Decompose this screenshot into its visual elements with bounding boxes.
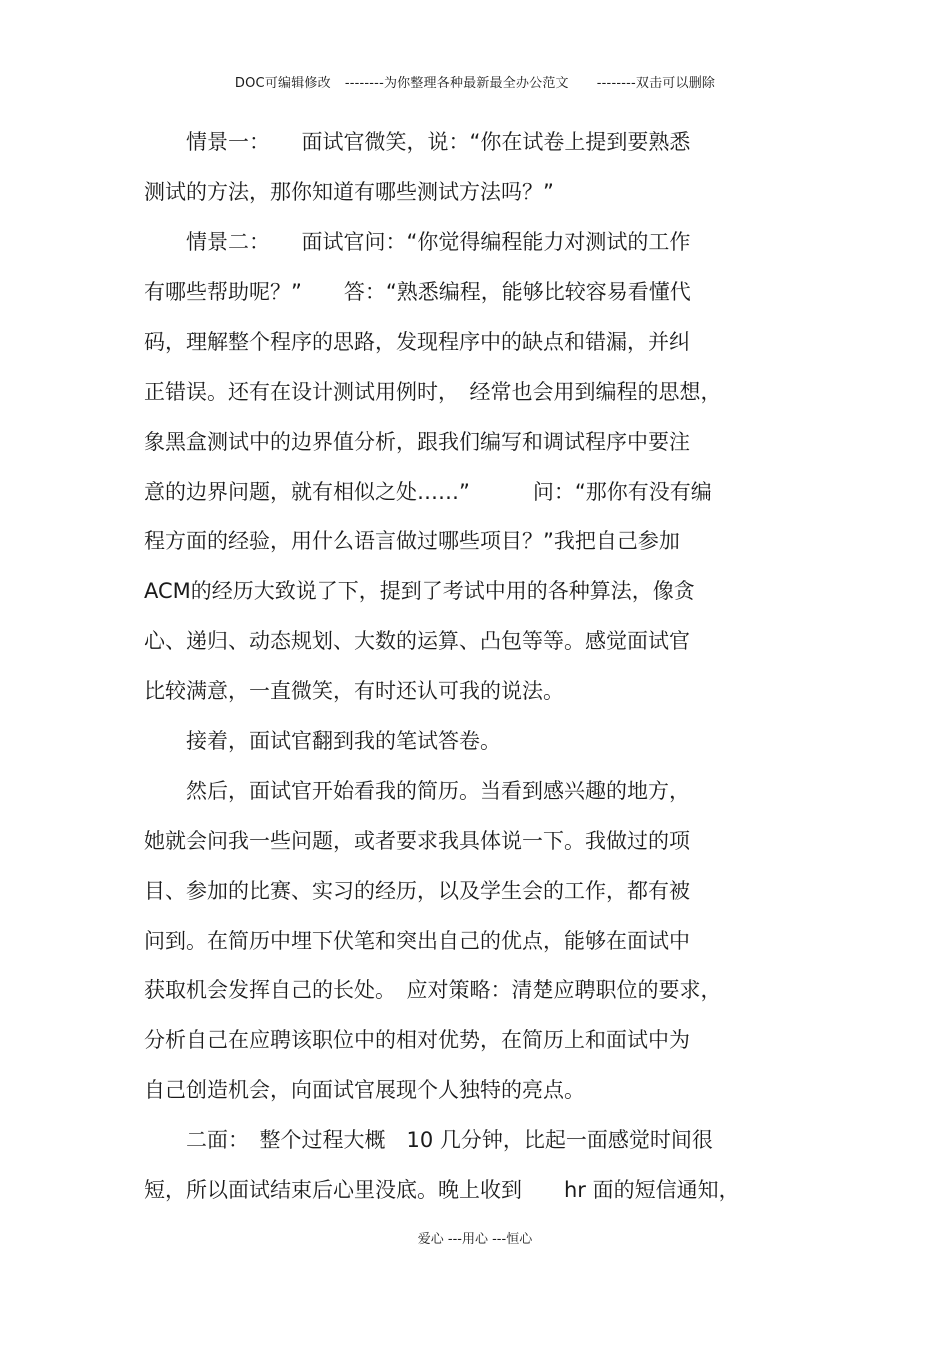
text-line: 然后，面试官开始看我的简历。当看到感兴趣的地方， — [144, 779, 690, 803]
text-line: 情景二： 面试官问：“你觉得编程能力对测试的工作 — [144, 230, 691, 254]
page-footer: 爱心 ---用心 ---恒心 — [417, 1232, 533, 1247]
text-line: 有哪些帮助呢？” 答：“熟悉编程，能够比较容易看懂代 — [144, 280, 691, 304]
text-line: 码，理解整个程序的思路，发现程序中的缺点和错漏，并纠 — [144, 330, 690, 354]
header-delete-hint: --------双击可以删除 — [596, 76, 716, 91]
header-doc-label: DOC可编辑修改 — [234, 76, 331, 91]
text-line: 情景一： 面试官微笑，说：“你在试卷上提到要熟悉 — [144, 130, 691, 154]
text-line: 问到。在简历中埋下伏笔和突出自己的优点，能够在面试中 — [144, 929, 690, 953]
header-note: --------为你整理各种最新最全办公范文 — [344, 76, 569, 91]
text-line: 她就会问我一些问题，或者要求我具体说一下。我做过的项 — [144, 829, 690, 853]
text-line: 获取机会发挥自己的长处。 应对策略：清楚应聘职位的要求， — [144, 978, 722, 1002]
text-line: 程方面的经验，用什么语言做过哪些项目？”我把自己参加 — [144, 529, 680, 553]
text-line: 象黑盒测试中的边界值分析，跟我们编写和调试程序中要注 — [144, 430, 690, 454]
text-line: 短，所以面试结束后心里没底。晚上收到 hr 面的短信通知， — [144, 1178, 740, 1202]
text-line: 二面： 整个过程大概 10 几分钟，比起一面感觉时间很 — [144, 1128, 713, 1152]
text-line: 意的边界问题，就有相似之处……” 问：“那你有没有编 — [144, 480, 712, 504]
text-line: 自己创造机会，向面试官展现个人独特的亮点。 — [144, 1078, 585, 1102]
text-line: 正错误。还有在设计测试用例时， 经常也会用到编程的思想， — [144, 380, 722, 404]
text-line: 心、递归、动态规划、大数的运算、凸包等等。感觉面试官 — [144, 629, 690, 653]
page-header — [0, 72, 950, 91]
text-line: ACM的经历大致说了下，提到了考试中用的各种算法，像贪 — [144, 579, 695, 603]
text-line: 测试的方法，那你知道有哪些测试方法吗？” — [144, 180, 554, 204]
text-line: 接着，面试官翻到我的笔试答卷。 — [144, 729, 501, 753]
text-line: 分析自己在应聘该职位中的相对优势，在简历上和面试中为 — [144, 1028, 690, 1052]
text-line: 目、参加的比赛、实习的经历，以及学生会的工作，都有被 — [144, 879, 690, 903]
text-line: 比较满意，一直微笑，有时还认可我的说法。 — [144, 679, 564, 703]
